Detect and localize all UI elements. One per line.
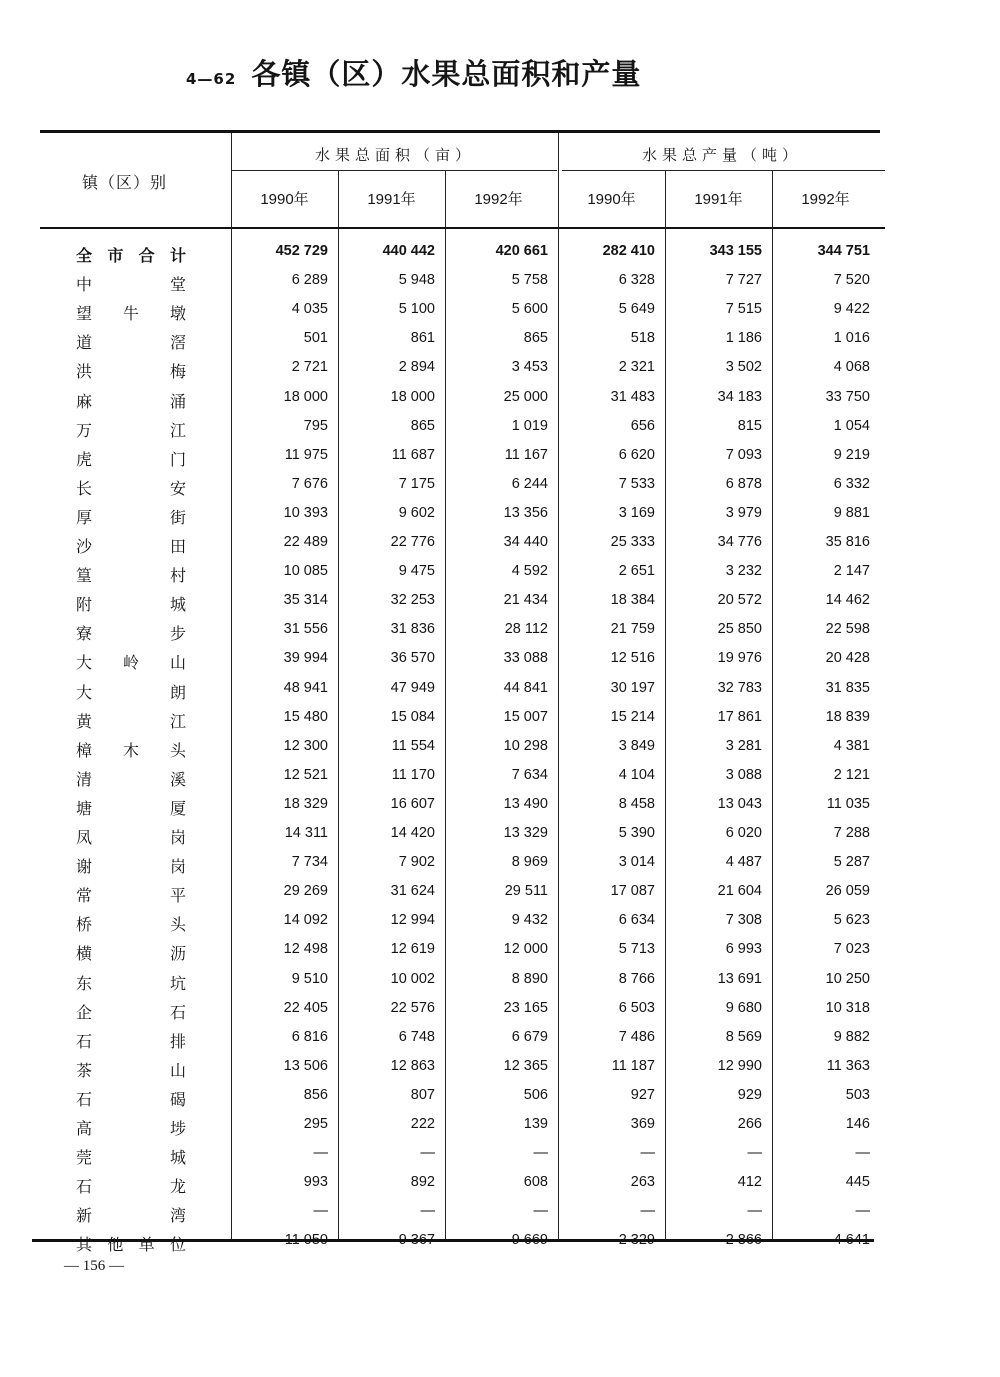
table-cell: 32 253: [390, 592, 435, 609]
table-cell: 2 866: [725, 1232, 762, 1249]
table-cell: —: [640, 1203, 655, 1220]
table-row: [40, 563, 885, 589]
table-row: [40, 243, 885, 269]
table-row: [40, 1029, 885, 1055]
table-cell: 5 649: [618, 301, 655, 318]
town-name: 望牛墩: [76, 304, 186, 324]
table-cell: 15 214: [610, 708, 655, 725]
table-row: [40, 825, 885, 851]
table-title: [186, 52, 641, 96]
table-cell: 440 442: [382, 243, 435, 259]
town-name: 高埗: [76, 1119, 186, 1138]
table-cell: 12 521: [283, 766, 328, 783]
table-cell: 12 300: [283, 737, 328, 754]
table-cell: 10 250: [825, 970, 870, 987]
town-name: 清溪: [76, 769, 186, 789]
table-cell: 11 187: [611, 1057, 655, 1074]
table-cell: —: [747, 1145, 762, 1162]
table-cell: 9 882: [833, 1028, 870, 1045]
table-cell: 23 165: [503, 999, 548, 1016]
table-cell: 6 748: [398, 1028, 435, 1045]
header-rule: [40, 227, 885, 229]
table-cell: 29 511: [504, 883, 548, 900]
table-cell: —: [855, 1145, 870, 1162]
table-cell: 5 623: [833, 912, 870, 929]
table-cell: 3 979: [725, 504, 762, 521]
table-cell: 3 453: [511, 359, 548, 376]
table-cell: 2 121: [833, 766, 870, 783]
table-cell: 12 498: [283, 941, 328, 958]
town-name: 附城: [76, 595, 186, 615]
table-cell: 795: [303, 417, 328, 434]
table-cell: 18 329: [283, 795, 328, 812]
table-cell: 14 462: [825, 592, 870, 609]
table-cell: 4 381: [833, 737, 870, 754]
table-cell: 11 167: [504, 446, 548, 463]
output-group-header: 水果总产量（吨）: [641, 146, 802, 164]
table-cell: 518: [630, 330, 655, 347]
table-row: [40, 621, 885, 647]
table-cell: —: [420, 1145, 435, 1162]
table-cell: 5 758: [511, 272, 548, 289]
table-cell: 9 680: [725, 999, 762, 1016]
table-cell: 6 620: [618, 446, 655, 463]
table-cell: 3 502: [725, 359, 762, 376]
town-name: 万江: [76, 420, 186, 440]
table-cell: 25 850: [717, 621, 762, 638]
table-cell: 21 604: [717, 883, 762, 900]
table-cell: 4 068: [833, 359, 870, 376]
table-cell: 19 976: [717, 650, 762, 667]
table-cell: 15 480: [283, 708, 328, 725]
table-cell: 445: [845, 1174, 870, 1191]
table-cell: 993: [303, 1174, 328, 1191]
table-row: [40, 1203, 885, 1229]
table-cell: 3 281: [725, 737, 762, 754]
table-cell: 815: [737, 417, 762, 434]
town-name: 谢岗: [76, 857, 186, 877]
table-cell: 22 776: [390, 534, 435, 550]
table-row: [40, 650, 885, 676]
table-cell: 35 816: [825, 534, 870, 550]
table-cell: 35 314: [283, 592, 328, 609]
table-cell: 34 776: [717, 534, 762, 550]
year-header-area-1992: 1992年: [474, 191, 523, 208]
table-cell: 22 598: [825, 621, 870, 638]
table-cell: 3 849: [618, 737, 655, 754]
town-name: 全市合计: [76, 246, 186, 265]
table-cell: 6 634: [618, 912, 655, 929]
table-cell: 8 569: [725, 1028, 762, 1045]
table-cell: 48 941: [283, 679, 328, 696]
table-cell: 6 328: [618, 272, 655, 289]
table-cell: 2 321: [618, 359, 655, 376]
table-cell: 31 835: [825, 679, 870, 696]
table-row: [40, 709, 885, 735]
table-cell: 6 993: [725, 941, 762, 958]
table-cell: 7 634: [511, 766, 548, 783]
town-name: 黄江: [76, 711, 186, 731]
table-cell: 343 155: [709, 243, 762, 259]
table-cell: 12 365: [503, 1057, 548, 1074]
table-row: [40, 1174, 885, 1200]
table-cell: 5 100: [398, 301, 435, 318]
table-row: [40, 447, 885, 473]
table-cell: 927: [630, 1086, 655, 1103]
table-row: [40, 389, 885, 415]
table-cell: 295: [303, 1116, 328, 1132]
town-name: 大岭山: [76, 653, 186, 673]
table-cell: 7 520: [833, 272, 870, 289]
town-name: 石碣: [76, 1089, 186, 1109]
table-cell: 501: [303, 330, 328, 347]
table-cell: 412: [737, 1174, 762, 1191]
table-cell: 861: [410, 330, 435, 347]
table-cell: 7 727: [725, 272, 762, 289]
table-cell: 6 332: [833, 475, 870, 492]
table-cell: 7 288: [833, 825, 870, 841]
table-cell: 11 035: [826, 795, 870, 812]
table-cell: 31 556: [283, 621, 328, 638]
table-cell: 2 721: [291, 359, 328, 376]
table-cell: 9 432: [511, 912, 548, 929]
table-row: [40, 1116, 885, 1142]
town-name: 莞城: [76, 1148, 186, 1168]
table-cell: 4 487: [725, 854, 762, 871]
table-cell: 13 691: [717, 970, 762, 987]
town-name: 凤岗: [76, 828, 186, 847]
table-row: [40, 534, 885, 560]
top-rule: [40, 130, 880, 133]
table-cell: 7 676: [291, 475, 328, 492]
table-cell: 9 367: [398, 1232, 435, 1249]
table-cell: 33 088: [503, 650, 548, 667]
table-cell: 10 393: [283, 504, 328, 521]
table-cell: 7 023: [833, 941, 870, 958]
town-name: 东坑: [76, 973, 186, 993]
table-row: [40, 418, 885, 444]
table-row: [40, 1058, 885, 1084]
table-row: [40, 971, 885, 997]
table-cell: 1 054: [833, 417, 870, 434]
table-cell: 21 434: [503, 592, 548, 609]
table-row: [40, 796, 885, 822]
table-cell: 1 016: [833, 330, 870, 347]
table-cell: 13 506: [283, 1057, 328, 1074]
table-cell: 7 175: [398, 475, 435, 492]
table-cell: 656: [630, 417, 655, 434]
table-cell: 2 329: [618, 1232, 655, 1249]
town-name: 桥头: [76, 915, 186, 935]
town-name: 篁村: [76, 566, 186, 586]
table-row: [40, 1000, 885, 1026]
table-cell: 344 751: [817, 243, 870, 259]
table-cell: 11 170: [391, 766, 435, 783]
table-cell: 13 043: [717, 795, 762, 812]
table-cell: 17 087: [610, 883, 655, 900]
table-cell: 4 592: [511, 563, 548, 580]
table-cell: 22 489: [283, 534, 328, 550]
table-row: [40, 505, 885, 531]
table-cell: 44 841: [503, 679, 548, 696]
table-cell: 12 000: [503, 941, 548, 958]
row-header-label: 镇（区）别: [82, 173, 168, 192]
table-cell: 5 600: [511, 301, 548, 318]
table-cell: 11 050: [284, 1232, 328, 1249]
table-row: [40, 1232, 885, 1258]
table-cell: 13 490: [503, 795, 548, 812]
table-cell: 34 183: [717, 388, 762, 405]
table-cell: —: [313, 1145, 328, 1162]
table-cell: 12 516: [610, 650, 655, 667]
table-cell: 7 093: [725, 446, 762, 463]
table-cell: 608: [523, 1174, 548, 1191]
table-cell: 282 410: [602, 243, 655, 259]
town-name: 常平: [76, 886, 186, 906]
table-cell: 7 486: [618, 1028, 655, 1045]
table-cell: 13 329: [503, 825, 548, 841]
table-cell: 266: [737, 1116, 762, 1132]
table-cell: 452 729: [275, 243, 328, 259]
table-cell: 807: [410, 1086, 435, 1103]
table-cell: 8 458: [618, 795, 655, 812]
table-cell: 29 269: [283, 883, 328, 900]
table-cell: 503: [845, 1086, 870, 1103]
table-cell: 47 949: [390, 679, 435, 696]
table-cell: 20 572: [717, 592, 762, 609]
table-cell: 2 147: [833, 563, 870, 580]
table-cell: 3 088: [725, 766, 762, 783]
table-cell: 929: [737, 1086, 762, 1103]
town-name: 石排: [76, 1031, 186, 1051]
table-cell: 31 483: [610, 388, 655, 405]
table-cell: 10 002: [390, 970, 435, 987]
table-title-text: 各镇（区）水果总面积和产量: [251, 57, 642, 91]
table-cell: 5 287: [833, 854, 870, 871]
table-cell: 33 750: [825, 388, 870, 405]
table-cell: 11 554: [391, 737, 435, 754]
year-header-output-1991: 1991年: [694, 191, 743, 208]
table-cell: 16 607: [390, 795, 435, 812]
town-name: 中堂: [76, 275, 186, 295]
town-name: 其他单位: [76, 1235, 186, 1255]
town-name: 企石: [76, 1002, 186, 1022]
town-name: 道滘: [76, 333, 186, 353]
table-cell: 865: [523, 330, 548, 347]
table-cell: 18 839: [825, 708, 870, 725]
table-cell: —: [855, 1203, 870, 1220]
table-cell: 10 318: [825, 999, 870, 1016]
table-cell: 7 734: [291, 854, 328, 871]
area-group-rule: [232, 170, 557, 171]
table-cell: 1 186: [725, 330, 762, 347]
table-cell: 222: [410, 1116, 435, 1132]
table-cell: 5 948: [398, 272, 435, 289]
table-cell: 18 000: [283, 388, 328, 405]
table-cell: 17 861: [717, 708, 762, 725]
table-cell: 5 390: [618, 825, 655, 841]
year-header-output-1992: 1992年: [801, 191, 850, 208]
table-cell: 892: [410, 1174, 435, 1191]
table-cell: 12 863: [390, 1057, 435, 1074]
table-cell: 6 878: [725, 475, 762, 492]
table-cell: 420 661: [495, 243, 548, 259]
table-cell: —: [313, 1203, 328, 1220]
table-cell: 18 384: [610, 592, 655, 609]
table-cell: —: [640, 1145, 655, 1162]
town-name: 石龙: [76, 1177, 186, 1197]
table-cell: 4 641: [833, 1232, 870, 1249]
table-cell: 6 244: [511, 475, 548, 492]
town-name: 塘厦: [76, 798, 186, 818]
table-cell: 14 420: [390, 825, 435, 841]
table-cell: 4 104: [618, 766, 655, 783]
table-cell: 3 169: [618, 504, 655, 521]
table-cell: 20 428: [825, 650, 870, 667]
table-cell: 7 533: [618, 475, 655, 492]
table-cell: 18 000: [390, 388, 435, 405]
town-name: 厚街: [76, 507, 186, 527]
table-cell: 12 990: [717, 1057, 762, 1074]
table-row: [40, 476, 885, 502]
table-cell: 32 783: [717, 679, 762, 696]
table-cell: 7 902: [398, 854, 435, 871]
table-cell: 6 289: [291, 272, 328, 289]
table-cell: 39 994: [283, 650, 328, 667]
year-header-area-1991: 1991年: [367, 191, 416, 208]
table-cell: 15 084: [390, 708, 435, 725]
town-name: 横沥: [76, 944, 186, 964]
table-cell: 13 356: [503, 504, 548, 521]
table-cell: 506: [523, 1086, 548, 1103]
year-header-area-1990: 1990年: [260, 191, 309, 208]
table-row: [40, 1145, 885, 1171]
town-name: 茶山: [76, 1060, 186, 1080]
table-cell: 7 308: [725, 912, 762, 929]
table-cell: 31 624: [390, 883, 435, 900]
table-cell: 9 475: [398, 563, 435, 580]
town-name: 寮步: [76, 624, 186, 644]
table-cell: 11 687: [391, 446, 435, 463]
year-header-output-1990: 1990年: [587, 191, 636, 208]
table-cell: 34 440: [503, 534, 548, 550]
town-name: 长安: [76, 478, 186, 498]
table-cell: 9 422: [833, 301, 870, 318]
table-cell: 856: [303, 1086, 328, 1103]
town-name: 大朗: [76, 682, 186, 702]
table-row: [40, 883, 885, 909]
town-name: 樟木头: [76, 740, 186, 760]
table-cell: 9 669: [511, 1232, 548, 1249]
table-cell: 8 766: [618, 970, 655, 987]
table-cell: 11 975: [284, 446, 328, 463]
table-row: [40, 912, 885, 938]
table-row: [40, 680, 885, 706]
page-number: — 156 —: [64, 1258, 124, 1274]
town-name: 虎门: [76, 449, 186, 469]
table-cell: 9 219: [833, 446, 870, 463]
table-cell: 22 405: [283, 999, 328, 1016]
town-name: 新湾: [76, 1206, 186, 1226]
table-cell: 369: [630, 1116, 655, 1132]
table-cell: 10 298: [503, 737, 548, 754]
table-cell: 22 576: [390, 999, 435, 1016]
town-name: 洪梅: [76, 362, 186, 382]
table-cell: 11 363: [826, 1057, 870, 1074]
table-cell: 25 000: [503, 388, 548, 405]
table-cell: 3 014: [618, 854, 655, 871]
table-cell: 8 969: [511, 854, 548, 871]
table-cell: —: [533, 1145, 548, 1162]
table-cell: 30 197: [610, 679, 655, 696]
table-cell: 26 059: [825, 883, 870, 900]
table-cell: 15 007: [503, 708, 548, 725]
table-row: [40, 854, 885, 880]
table-row: [40, 738, 885, 764]
town-name: 沙田: [76, 537, 186, 556]
table-row: [40, 301, 885, 327]
table-cell: 21 759: [610, 621, 655, 638]
table-cell: 5 713: [618, 941, 655, 958]
table-cell: 2 894: [398, 359, 435, 376]
table-cell: 9 602: [398, 504, 435, 521]
table-cell: 139: [523, 1116, 548, 1132]
table-cell: 4 035: [291, 301, 328, 318]
table-row: [40, 1087, 885, 1113]
table-cell: 12 619: [390, 941, 435, 958]
output-group-rule: [562, 170, 885, 171]
table-cell: 31 836: [390, 621, 435, 638]
table-cell: 6 816: [291, 1028, 328, 1045]
town-name: 麻涌: [76, 391, 186, 411]
table-cell: 146: [845, 1116, 870, 1132]
table-cell: 9 881: [833, 504, 870, 521]
table-cell: 6 679: [511, 1028, 548, 1045]
table-cell: 6 503: [618, 999, 655, 1016]
table-cell: 10 085: [283, 563, 328, 580]
table-cell: 36 570: [390, 650, 435, 667]
table-cell: 6 020: [725, 825, 762, 841]
table-row: [40, 359, 885, 385]
table-cell: —: [420, 1203, 435, 1220]
table-row: [40, 941, 885, 967]
table-cell: —: [747, 1203, 762, 1220]
area-group-header: 水果总面积（亩）: [314, 146, 475, 164]
table-cell: 3 232: [725, 563, 762, 580]
data-table: [40, 130, 885, 1255]
table-cell: 14 311: [284, 825, 328, 841]
table-row: [40, 272, 885, 298]
table-cell: 865: [410, 417, 435, 434]
table-cell: 1 019: [511, 417, 548, 434]
table-cell: 7 515: [725, 301, 762, 318]
table-cell: 28 112: [504, 621, 548, 638]
table-cell: 14 092: [283, 912, 328, 929]
table-cell: —: [533, 1203, 548, 1220]
table-cell: 25 333: [610, 534, 655, 550]
table-cell: 2 651: [618, 563, 655, 580]
table-row: [40, 767, 885, 793]
table-row: [40, 330, 885, 356]
table-cell: 263: [630, 1174, 655, 1191]
table-cell: 8 890: [511, 970, 548, 987]
table-cell: 9 510: [291, 970, 328, 987]
table-code: 4—62: [186, 70, 237, 88]
table-cell: 12 994: [390, 912, 435, 929]
table-row: [40, 592, 885, 618]
